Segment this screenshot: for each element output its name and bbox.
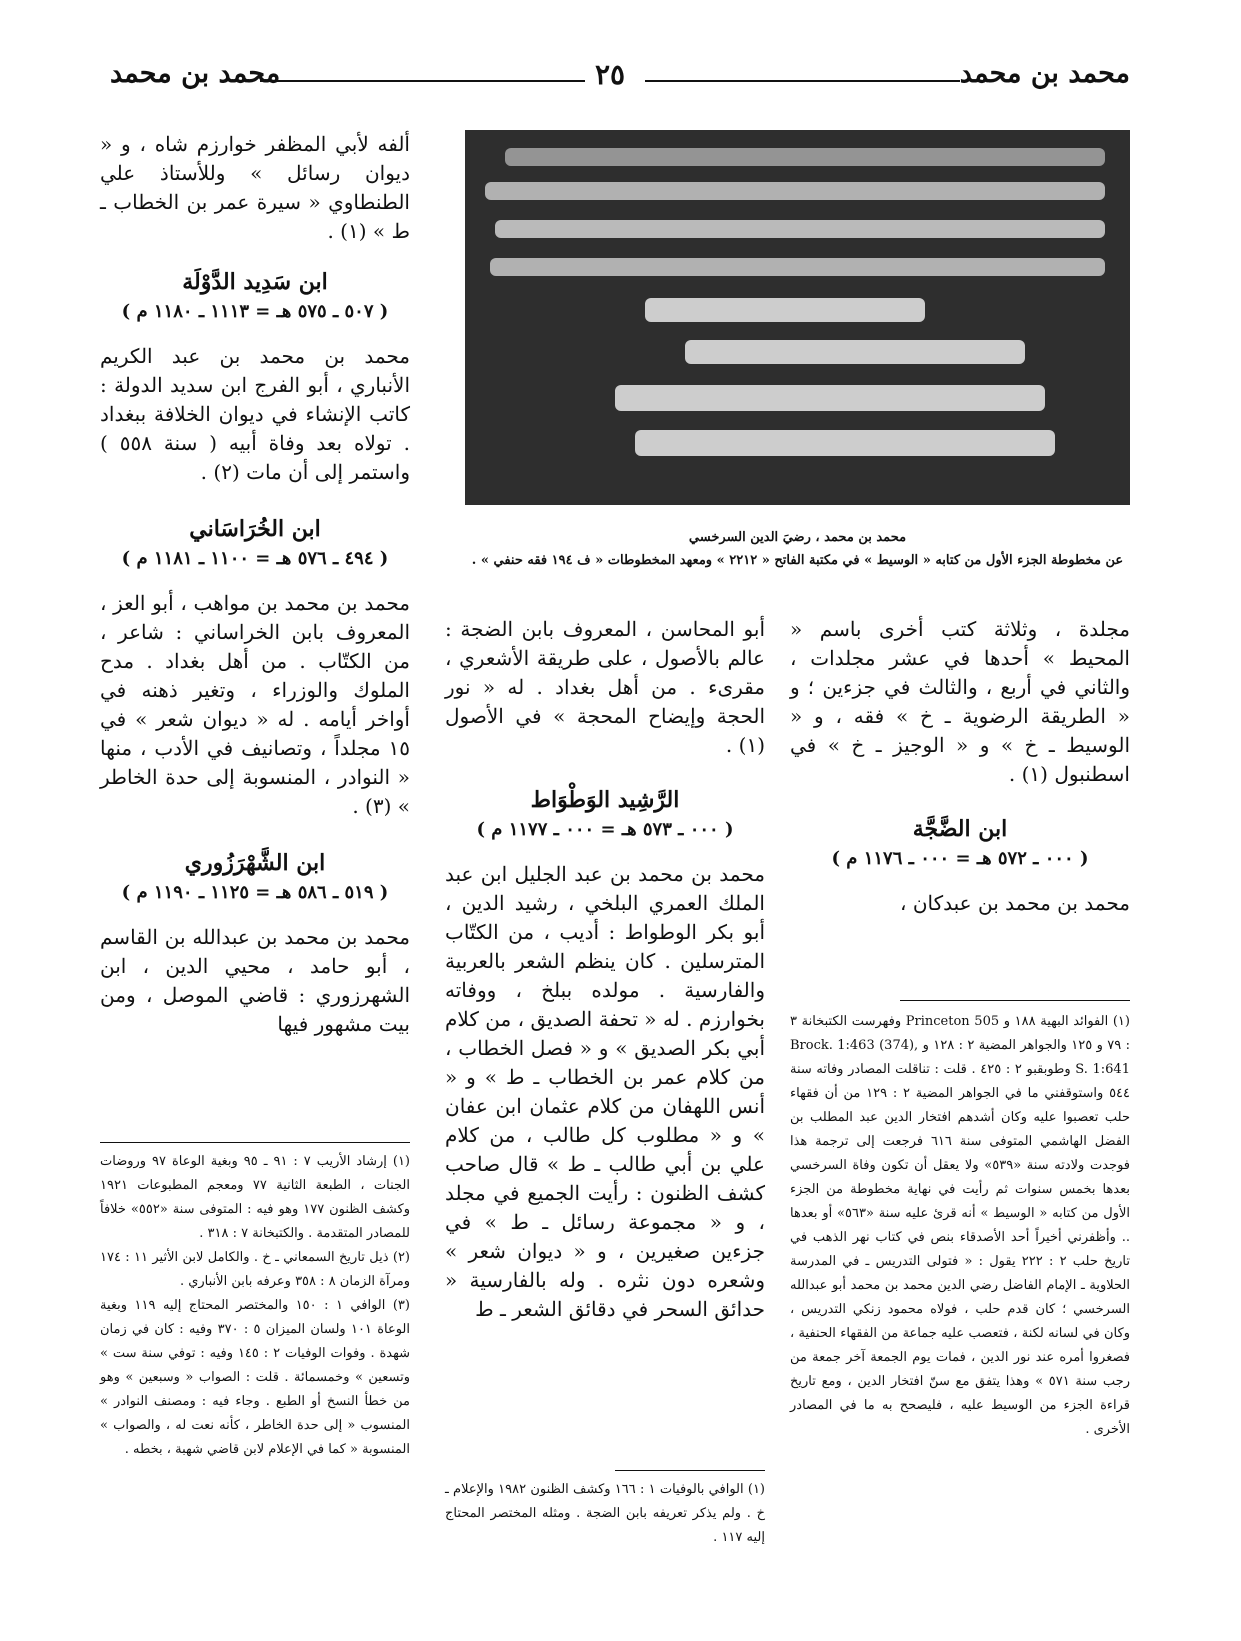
- mid-footnotes: [445, 1478, 765, 1550]
- running-header: [110, 58, 1130, 98]
- footnote: (١) الفوائد البهية ١٨٨ و Princeton 505 وفهرست الكتبخانة ٣ : ٧٩ و ١٢٥ والجواهر المضية ٢ : ١٢٨ و Brock. 1:463 (374), S. 1:641 وطوبقبو ٢ : ٤٢٥ . قلت : تناقلت المصادر وفاته سنة ٥٤٤ واستوقفني ما في الجواهر المضية ٢ : ١٢٩ من أن فقهاء حلب تعصبوا عليه وكان أشدهم افتخار الدين عبد المطلب بن الفضل الهاشمي المتوفى سنة ٦١٦ فرجعت إلى ترجمة هذا فوجدت ولادته سنة «٥٣٩» ولا يعقل أن تكون وفاة السرخسي بعدها بخمس سنوات ثم رأيت في نهاية مخطوطة من الجزء الأول من كتابه « الوسيط » أنه قرئ عليه سنة «٥٦٣» أو بعدها .. وأظفرني أخيراً أحد الأصدقاء بنص في كتاب نهر الذهب في تاريخ حلب ٢ : ٢٢٢ يقول : « فتولى التدريس ـ في المدرسة الحلاوية ـ الإمام الفاضل رضي الدين محمد بن محمد أبو عبدالله السرخسي ؛ كان قدم حلب ، فولاه محمود زنكي التدريس ، وكان في لسانه لكنة ، فتعصب عليه جماعة من الفقهاء الحنفية ، فصغروا أمره عند نور الدين ، فمات يوم الجمعة آخر جمعة من رجب سنة ٥٧١ » وهذا يتفق مع سنّ افتخار الدين ، ومع تاريخ قراءة الجزء من الوسيط عليه ، فليصحح به ما في المصادر الأخرى .: [790, 1014, 1131, 1437]
- header-left-title: محمد بن محمد: [110, 58, 281, 89]
- left-intro-paragraph: ألفه لأبي المظفر خوارزم شاه ، و « ديوان رسائل » وللأستاذ علي الطنطاوي « سيرة عمر بن الخطاب ـ ط » (١) .: [100, 132, 410, 243]
- footnote: (١) الوافي بالوفيات ١ : ١٦٦ وكشف الظنون ١٩٨٢ والإعلام ـ خ . ولم يذكر تعريفه بابن الضجة . ومثله المختصر المحتاج إليه ١١٧ .: [445, 1482, 765, 1545]
- footnote-rule: [100, 1142, 410, 1143]
- footnote-rule: [900, 1000, 1130, 1001]
- entry-title: ابن سَدِيد الدَّوْلَة: [182, 269, 328, 295]
- entry-title: ابن الشَّهْرَزُوري: [184, 850, 326, 876]
- entry-dates: ( ٠٠٠ ـ ٥٧٢ هـ = ٠٠٠ ـ ١١٧٦ م ): [831, 848, 1089, 869]
- entry-dates: ( ٤٩٤ ـ ٥٧٦ هـ = ١١٠٠ ـ ١١٨١ م ): [121, 548, 389, 569]
- entry-title: ابن الخُرَاسَاني: [189, 516, 321, 542]
- right-column: [790, 615, 1130, 918]
- header-right-title: محمد بن محمد: [959, 58, 1130, 89]
- left-footnotes: [100, 1150, 410, 1462]
- header-rule-left: [260, 80, 585, 82]
- caption-source: عن مخطوطة الجزء الأول من كتابه « الوسيط » في مكتبة الفاتح « ٢٢١٢ » ومعهد المخطوطات « ف ١٩٤ فقه حنفي » .: [471, 553, 1124, 568]
- entry-title: الرَّشِيد الوَطْوَاط: [530, 787, 680, 813]
- footnote: (٣) الوافي ١ : ١٥٠ والمختصر المحتاج إليه ١١٩ وبغية الوعاة ١٠١ ولسان الميزان ٥ : ٣٧٠ وفيه : كان في زمان شهدة . وفوات الوفيات ٢ : ١٤٥ وفيه : توفي سنة ست » وتسعين » وخمسمائة . قلت : الصواب « وسبعين » وهو من خطأ النسخ أو الطبع . وجاء فيه : ومصنف النوادر » المنسوب « إلى حدة الخاطر ، كأنه نعت له ، والصواب » المنسوبة « كما في الإعلام لابن قاضي شهبة ، بخطه .: [100, 1298, 411, 1457]
- right-intro-paragraph: مجلدة ، وثلاثة كتب أخرى باسم « المحيط » أحدها في عشر مجلدات ، والثاني في أربع ، والثالث في جزءين ؛ و « الطريقة الرضوية ـ خ » فقه ، و « الوسيط ـ خ » و « الوجيز ـ خ » في اسطنبول (١) .: [790, 617, 1130, 786]
- footnote: (١) إرشاد الأريب ٧ : ٩١ ـ ٩٥ وبغية الوعاة ٩٧ وروضات الجنات ، الطبعة الثانية ٧٧ ومعجم المطبوعات ١٩٢١ وكشف الظنون ١٧٧ وهو فيه : المتوفى سنة «٥٥٢» خلافاً للمصادر المتقدمة . والكتبخانة ٧ : ٣١٨ .: [100, 1154, 410, 1241]
- manuscript-image: [465, 130, 1130, 505]
- footnote-rule: [615, 1470, 765, 1471]
- entry-body: محمد بن محمد بن مواهب ، أبو العز ، المعروف بابن الخراساني : شاعر ، من الكتّاب . من أهل بغداد . مدح الملوك والوزراء ، وتغير ذهنه في أواخر أيامه . له « ديوان شعر » في ١٥ مجلداً ، وتصانيف في الأدب ، منها « النوادر ، المنسوبة إلى حدة الخاطر » (٣) .: [100, 591, 410, 818]
- caption-title: محمد بن محمد ، رضيَ الدين السرخسي: [688, 530, 907, 545]
- entry-dates: ( ٠٠٠ ـ ٥٧٣ هـ = ٠٠٠ ـ ١١٧٧ م ): [476, 819, 734, 840]
- entry-body: محمد بن محمد بن عبدالله بن القاسم ، أبو حامد ، محيي الدين ، ابن الشهرزوري : قاضي الموصل ، ومن بيت مشهور فيها: [100, 925, 410, 1036]
- header-rule-right: [645, 80, 960, 82]
- footnote: (٢) ذيل تاريخ السمعاني ـ خ . والكامل لابن الأثير ١١ : ١٧٤ ومرآة الزمان ٨ : ٣٥٨ وعرفه بابن الأنباري .: [100, 1250, 410, 1289]
- entry-dates: ( ٥٠٧ ـ ٥٧٥ هـ = ١١١٣ ـ ١١٨٠ م ): [121, 301, 389, 322]
- page-number: ٢٥: [595, 58, 626, 91]
- mid-intro-paragraph: أبو المحاسن ، المعروف بابن الضجة : عالم بالأصول ، على طريقة الأشعري ، مقرىء . من أهل بغداد . له « نور الحجة وإيضاح المحجة » في الأصول (١) .: [445, 617, 765, 757]
- entry-title: ابن الضَّجَّة: [912, 816, 1008, 842]
- left-column: [100, 130, 410, 1039]
- entry-body: محمد بن محمد بن عبد الكريم الأنباري ، أبو الفرج ابن سديد الدولة : كاتب الإنشاء في ديوان الخلافة ببغداد . تولاه بعد وفاة أبيه ( سنة ٥٥٨ ) واستمر إلى أن مات (٢) .: [100, 344, 410, 484]
- entry-body: محمد بن محمد بن عبدكان ،: [900, 891, 1130, 915]
- figure-caption: [465, 530, 1130, 568]
- right-footnotes: [790, 1010, 1130, 1442]
- entry-body: محمد بن محمد بن عبد الجليل ابن عبد الملك العمري البلخي ، رشيد الدين ، أبو بكر الوطواط : أديب ، من الكتّاب المترسلين . كان ينظم الشعر بالعربية والفارسية . مولده ببلخ ، ووفاته بخوارزم . له « تحفة الصديق ، من كلام أبي بكر الصديق » و « فصل الخطاب ، من كلام عمر بن الخطاب ـ ط » و « أنس اللهفان من كلام عثمان ابن عفان » و « مطلوب كل طالب ، من كلام علي بن أبي طالب ـ ط » قال صاحب كشف الظنون : رأيت الجميع في مجلد ، و « مجموعة رسائل ـ ط » في جزءين صغيرين ، و « ديوان شعر » وشعره دون نثره . وله بالفارسية « حدائق السحر في دقائق الشعر ـ ط: [445, 862, 765, 1321]
- middle-column: [445, 615, 765, 1324]
- entry-dates: ( ٥١٩ ـ ٥٨٦ هـ = ١١٢٥ ـ ١١٩٠ م ): [121, 882, 389, 903]
